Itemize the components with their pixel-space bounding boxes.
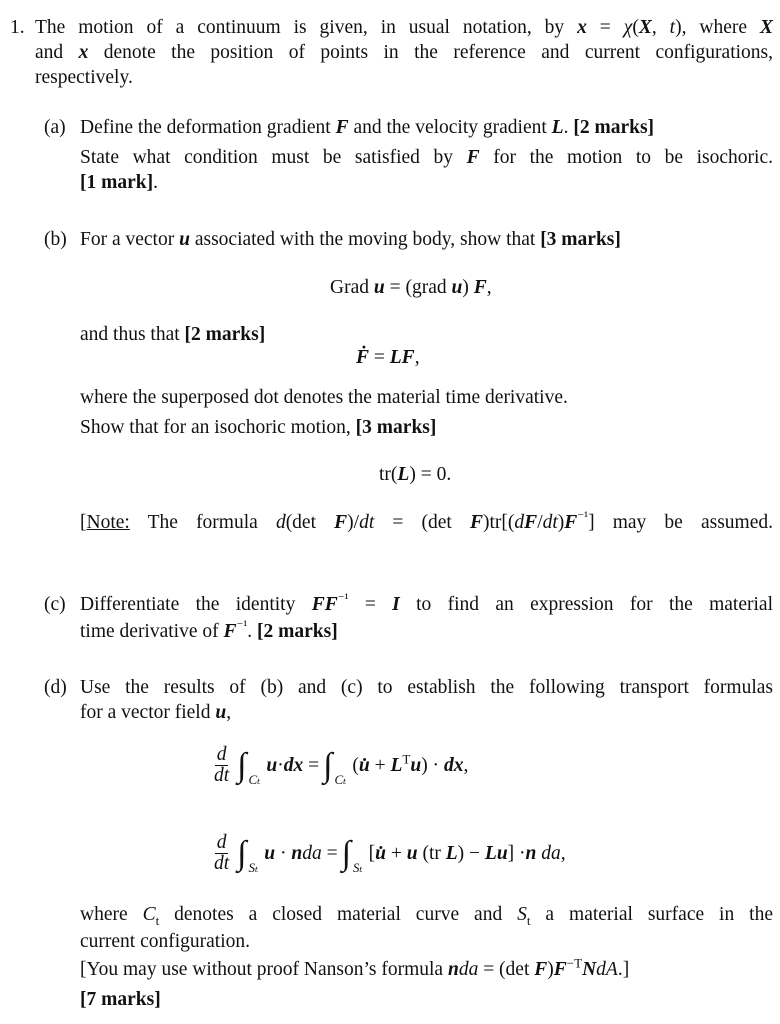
math-symbol: L <box>390 754 403 776</box>
marks-label: [2 marks] <box>257 621 338 642</box>
text-segment: d <box>514 512 525 533</box>
text-segment: , <box>651 17 670 38</box>
transport-equation-curve <box>214 745 468 786</box>
text-segment: C <box>142 904 156 925</box>
fraction-d-dt <box>214 833 229 874</box>
part-d-line <box>80 701 773 725</box>
text-segment: Grad <box>330 277 374 298</box>
intro-line <box>35 41 773 65</box>
text-segment: · <box>275 842 292 864</box>
text-segment: , <box>414 347 420 368</box>
text-segment: ) = 0. <box>409 464 452 485</box>
text-segment: / <box>537 512 543 533</box>
text-segment: current configuration. <box>80 931 251 952</box>
part-c-line <box>80 590 773 617</box>
text-segment: t <box>526 912 531 928</box>
math-symbol: I <box>392 594 400 615</box>
text-segment: Differentiate the identity <box>80 594 312 615</box>
part-a-line <box>80 146 773 170</box>
text-segment: and the velocity gradient <box>348 117 552 138</box>
math-symbol: u <box>451 277 463 298</box>
equation-f-dot <box>356 346 420 370</box>
text-segment: .] <box>617 959 630 980</box>
text-segment: [ <box>368 842 376 864</box>
text-segment: t <box>155 912 160 928</box>
part-a-label: (a) <box>44 117 66 138</box>
math-symbol: u <box>264 842 276 864</box>
integral-sign: ∫ <box>237 834 247 872</box>
text-segment: = <box>348 594 393 615</box>
part-d-label: (d) <box>44 677 67 698</box>
math-symbol: dx <box>283 754 304 776</box>
text-segment: associated with the moving body, show that <box>189 229 541 250</box>
text-segment: For a vector <box>80 229 180 250</box>
text-segment: ⁻¹ <box>337 590 349 606</box>
text-segment: ] may be assumed. <box>588 512 773 533</box>
math-symbol: F <box>524 512 538 533</box>
question-number: 1. <box>10 17 25 38</box>
part-d-line <box>80 676 773 700</box>
text-segment: to find an expression for the material <box>399 594 773 615</box>
text-segment: respectively. <box>35 67 133 88</box>
integral-sign: ∫ <box>341 834 351 872</box>
integral-subscript: Sₜ <box>352 859 363 875</box>
text-segment: = <box>321 842 338 864</box>
part-c-label: (c) <box>44 594 66 615</box>
math-symbol: u̇ <box>375 842 386 864</box>
text-segment: = (det <box>374 512 470 533</box>
text-segment: , <box>560 842 566 864</box>
part-a-line <box>80 116 773 140</box>
integral-subscript: Sₜ <box>248 859 259 875</box>
text-segment: T <box>402 751 411 766</box>
math-symbol: n <box>525 842 537 864</box>
math-symbol: F <box>470 512 484 533</box>
part-b-label: (b) <box>44 229 67 250</box>
text-segment: tr( <box>379 464 398 485</box>
text-segment: ), where <box>675 17 760 38</box>
math-symbol: F <box>553 959 567 980</box>
equation-grad-u <box>330 276 492 300</box>
eq2-lhs <box>264 843 337 865</box>
part-b-line <box>80 386 773 410</box>
math-symbol: X <box>760 17 774 38</box>
text-segment: ) <box>557 512 565 533</box>
text-segment: ) · <box>421 754 444 776</box>
text-segment: Show that for an isochoric motion, <box>80 417 356 438</box>
text-segment: ⁻¹ <box>577 508 589 524</box>
text-segment: , <box>226 702 232 723</box>
text-segment: State what condition must be satisfied by <box>80 147 467 168</box>
text-segment: dt <box>359 512 375 533</box>
text-segment: = (det <box>478 959 535 980</box>
text-segment: [You may use without proof Nanson’s formula <box>80 959 448 980</box>
text-segment: [ <box>80 512 87 533</box>
text-segment: (det <box>285 512 335 533</box>
text-segment: dt <box>542 512 558 533</box>
math-symbol: x <box>577 17 587 38</box>
integral-sign: ∫ <box>237 746 247 784</box>
part-c-line <box>80 617 773 644</box>
math-symbol: dx <box>443 754 464 776</box>
text-segment: )/ <box>347 512 360 533</box>
text-segment: + <box>385 842 407 864</box>
intro-line <box>35 66 773 90</box>
text-segment: . <box>153 172 158 193</box>
math-symbol: F <box>534 959 548 980</box>
math-symbol: u <box>179 229 190 250</box>
text-segment: Define the deformation gradient <box>80 117 336 138</box>
text-segment: )tr[( <box>483 512 515 533</box>
math-symbol: u <box>406 842 418 864</box>
text-segment: S <box>517 904 527 925</box>
text-segment: da <box>541 842 561 864</box>
frac-den: dt <box>214 853 230 874</box>
math-symbol: F <box>466 147 480 168</box>
frac-num: d <box>216 832 227 853</box>
text-segment: where the superposed dot denotes the material time derivative. <box>80 387 568 408</box>
nanson-hint <box>80 955 773 982</box>
note-line <box>80 508 773 535</box>
frac-den: dt <box>214 765 230 786</box>
marks-label: [3 marks] <box>355 417 437 438</box>
integral-sign: ∫ <box>323 746 333 784</box>
eq1-rhs <box>352 751 469 777</box>
text-segment: = (grad <box>384 277 452 298</box>
text-segment: and <box>35 42 79 63</box>
part-b-line <box>80 416 773 440</box>
text-segment: Note: <box>86 512 130 533</box>
marks-label: [2 marks] <box>184 324 266 345</box>
text-segment: time derivative of <box>80 621 224 642</box>
text-segment: ] · <box>507 842 526 864</box>
text-segment: , <box>463 754 469 776</box>
math-symbol: u <box>410 754 422 776</box>
part-b-line <box>80 228 773 252</box>
text-segment: denote the position of points in the reference and current configurations, <box>88 42 773 63</box>
text-segment: d <box>275 512 286 533</box>
text-segment: ) <box>547 959 554 980</box>
math-symbol: Lu <box>484 842 508 864</box>
text-segment: denotes a closed material curve and <box>159 904 518 925</box>
marks-label: [7 marks] <box>80 989 161 1010</box>
marks-total <box>80 988 773 1012</box>
math-symbol: X <box>638 17 652 38</box>
math-symbol: N <box>582 959 597 980</box>
integral-subscript: Cₜ <box>248 771 261 787</box>
text-segment: Use the results of (b) and (c) to establish the following transport formulas <box>80 677 773 698</box>
text-segment: + <box>369 754 391 776</box>
text-segment: The motion of a continuum is given, in usual notation, by <box>35 17 578 38</box>
text-segment: χ <box>623 17 633 38</box>
text-segment: (tr <box>417 842 446 864</box>
text-segment: −T <box>566 955 583 971</box>
math-symbol: n <box>291 842 303 864</box>
math-symbol: u̇ <box>358 754 370 776</box>
math-symbol: F <box>473 277 487 298</box>
text-segment: where <box>80 904 143 925</box>
math-symbol: u <box>373 277 385 298</box>
math-symbol: L <box>397 464 410 485</box>
text-segment: ) <box>462 277 474 298</box>
part-d-line <box>80 903 773 927</box>
text-segment: , <box>486 277 492 298</box>
math-symbol: u <box>266 754 278 776</box>
text-segment: a material surface in the <box>530 904 773 925</box>
marks-label: [3 marks] <box>540 229 621 250</box>
transport-equation-surface <box>214 833 566 874</box>
math-symbol: F <box>334 512 348 533</box>
text-segment: = <box>369 347 390 368</box>
math-symbol: L <box>551 117 564 138</box>
text-segment: da <box>458 959 479 980</box>
text-segment: · <box>277 754 284 776</box>
text-segment: . <box>247 621 258 642</box>
text-segment: for a vector field <box>80 702 216 723</box>
text-segment: The formula <box>129 512 276 533</box>
math-symbol: F <box>335 117 349 138</box>
math-symbol: u <box>215 702 227 723</box>
text-segment: = <box>586 17 624 38</box>
text-segment: ( <box>352 754 359 776</box>
math-symbol: Ḟ <box>356 347 370 368</box>
eq2-rhs <box>369 843 566 865</box>
text-segment: dA <box>596 959 618 980</box>
text-segment: t <box>669 17 676 38</box>
equation-trace <box>379 463 451 487</box>
math-symbol: F <box>564 512 578 533</box>
text-segment: . <box>563 117 574 138</box>
marks-label: [2 marks] <box>573 117 655 138</box>
math-symbol: F <box>223 621 237 642</box>
eq1-lhs <box>266 755 319 777</box>
text-segment: ) − <box>457 842 485 864</box>
frac-num: d <box>216 744 227 765</box>
math-symbol: L <box>445 842 458 864</box>
text-segment: ⁻¹ <box>236 617 248 633</box>
math-symbol: LF <box>389 347 415 368</box>
marks-label: [1 mark] <box>80 172 154 193</box>
text-segment: ( <box>632 17 639 38</box>
intro-line <box>35 16 773 40</box>
integral-subscript: Cₜ <box>334 771 347 787</box>
math-symbol: x <box>78 42 89 63</box>
text-segment: = <box>303 754 320 776</box>
text-segment: for the motion to be isochoric. <box>479 147 773 168</box>
text-segment: da <box>302 842 322 864</box>
part-d-line <box>80 930 773 954</box>
fraction-d-dt <box>214 745 229 786</box>
math-symbol: FF <box>311 594 338 615</box>
math-symbol: n <box>447 959 459 980</box>
part-a-line <box>80 171 773 195</box>
text-segment: and thus that <box>80 324 185 345</box>
part-b-line <box>80 323 773 347</box>
